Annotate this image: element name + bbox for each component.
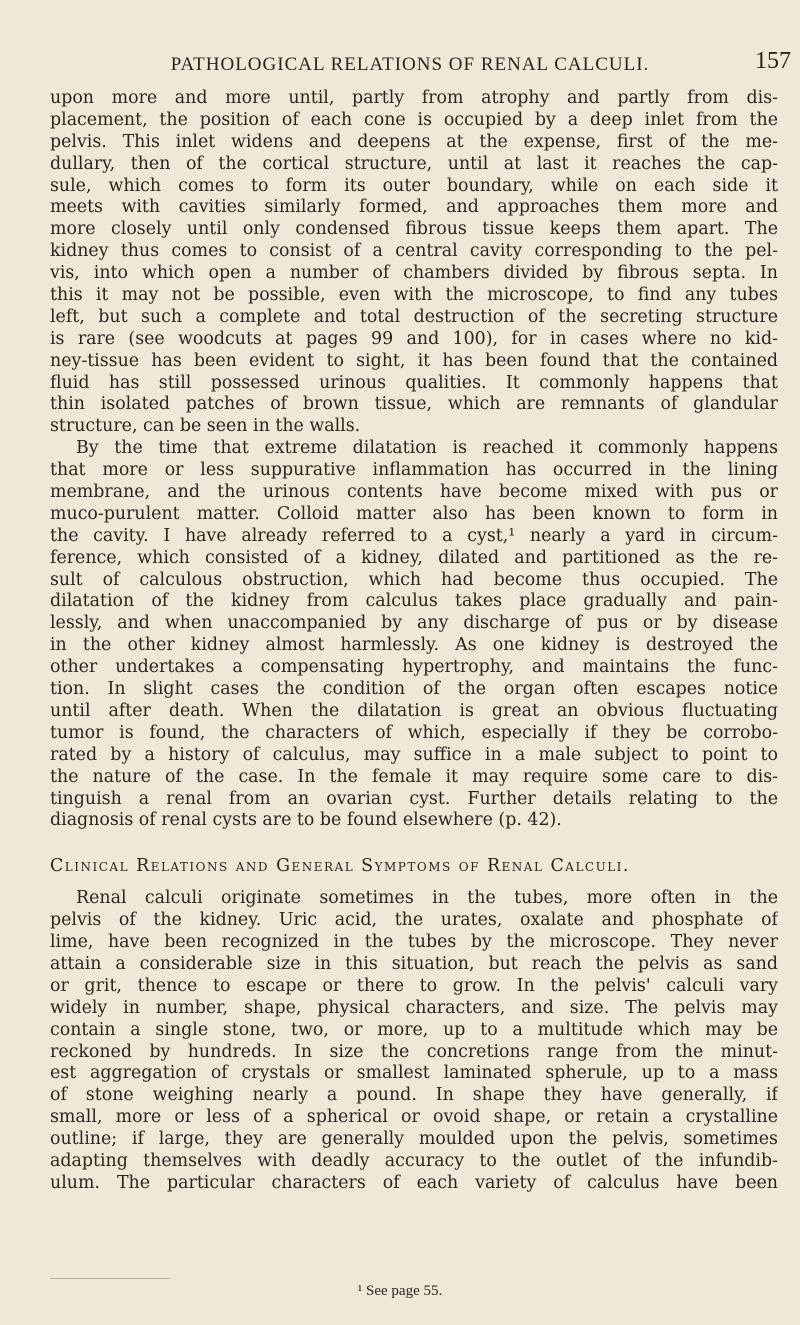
text-line: ference, which consisted of a kidney, dilated and partitioned as the re- <box>50 547 778 568</box>
text-line: the nature of the case. In the female it may require some care to dis- <box>50 766 778 787</box>
text-line: ulum. The particular characters of each variety of calculus have been <box>50 1172 778 1193</box>
text-line: pelvis of the kidney. Uric acid, the urates, oxalate and phosphate of <box>50 910 778 931</box>
text-line: other undertakes a compensating hypertrophy, and maintains the func- <box>50 657 778 678</box>
footnote: ¹ See page 55. <box>357 1283 443 1299</box>
text-line: the cavity. I have already referred to a cyst,¹ nearly a yard in circum- <box>50 525 778 546</box>
text-line: dilatation of the kidney from calculus takes place gradually and pain- <box>50 591 778 612</box>
text-line: or grit, thence to escape or there to grow. In the pelvis' calculi vary <box>50 975 778 996</box>
text-line: fluid has still possessed urinous qualities. It commonly happens that <box>50 372 778 393</box>
text-line: structure, can be seen in the walls. <box>50 416 361 437</box>
section-heading: Clinical Relations and General Symptoms of Renal Calculi. <box>50 856 630 877</box>
text-line: meets with cavities similarly formed, and approaches them more and <box>50 197 778 218</box>
text-line: Renal calculi originate sometimes in the tubes, more often in the <box>76 888 778 909</box>
text-line: rated by a history of calculus, may suffice in a male subject to point to <box>50 744 778 765</box>
text-line: more closely until only condensed fibrous tissue keeps them apart. The <box>50 219 778 240</box>
running-head: PATHOLOGICAL RELATIONS OF RENAL CALCULI. <box>170 54 650 75</box>
text-line: diagnosis of renal cysts are to be found elsewhere (p. 42). <box>50 810 562 831</box>
text-line: thin isolated patches of brown tissue, which are remnants of glandular <box>50 394 778 415</box>
text-line: dullary, then of the cortical structure, until at last it reaches the cap- <box>50 153 778 174</box>
text-line: vis, into which open a number of chambers divided by fibrous septa. In <box>50 263 778 284</box>
paragraph-3 <box>50 888 778 1194</box>
text-line: tion. In slight cases the condition of the organ often escapes notice <box>50 679 778 700</box>
text-line: membrane, and the urinous contents have become mixed with pus or <box>50 482 778 503</box>
paragraph-1 <box>50 88 778 438</box>
text-line: this it may not be possible, even with the microscope, to find any tubes <box>50 285 778 306</box>
text-line: est aggregation of crystals or smallest laminated spherule, up to a mass <box>50 1063 778 1084</box>
page-number: 157 <box>755 48 791 74</box>
text-line: until after death. When the dilatation is great an obvious fluctuating <box>50 700 778 721</box>
body-text <box>50 88 778 1195</box>
text-line: widely in number, shape, physical characters, and size. The pelvis may <box>50 997 778 1018</box>
text-line: that more or less suppurative inflammation has occurred in the lining <box>50 460 778 481</box>
text-line: placement, the position of each cone is occupied by a deep inlet from the <box>50 109 778 130</box>
text-line: adapting themselves with deadly accuracy to the outlet of the infundib- <box>50 1150 778 1171</box>
text-line: left, but such a complete and total destruction of the secreting structure <box>50 306 778 327</box>
text-line: muco-purulent matter. Colloid matter also has been known to form in <box>50 503 778 524</box>
text-line: tinguish a renal from an ovarian cyst. Further details relating to the <box>50 788 778 809</box>
text-line: upon more and more until, partly from atrophy and partly from dis- <box>50 88 778 108</box>
text-line: of stone weighing nearly a pound. In shape they have generally, if <box>50 1085 778 1106</box>
text-line: sult of calculous obstruction, which had become thus occupied. The <box>50 569 778 590</box>
text-line: sule, which comes to form its outer boundary, while on each side it <box>50 175 778 196</box>
paragraph-2 <box>50 438 778 832</box>
text-line: reckoned by hundreds. In size the concretions range from the minut- <box>50 1041 778 1062</box>
footnote-rule <box>50 1278 170 1279</box>
text-line: ney-tissue has been evident to sight, it has been found that the contained <box>50 350 778 371</box>
text-line: By the time that extreme dilatation is reached it commonly happens <box>76 438 778 459</box>
text-line: in the other kidney almost harmlessly. As one kidney is destroyed the <box>50 635 778 656</box>
text-line: contain a single stone, two, or more, up to a multitude which may be <box>50 1019 778 1040</box>
text-line: tumor is found, the characters of which, especially if they be corrobo- <box>50 722 778 743</box>
text-line: small, more or less of a spherical or ovoid shape, or retain a crystalline <box>50 1107 778 1128</box>
text-line: outline; if large, they are generally moulded upon the pelvis, sometimes <box>50 1129 778 1150</box>
text-line: lime, have been recognized in the tubes by the microscope. They never <box>50 932 778 953</box>
text-line: kidney thus comes to consist of a central cavity corresponding to the pel- <box>50 241 778 262</box>
text-line: is rare (see woodcuts at pages 99 and 100), for in cases where no kid- <box>50 328 778 349</box>
text-line: lessly, and when unaccompanied by any discharge of pus or by disease <box>50 613 778 634</box>
text-line: pelvis. This inlet widens and deepens at the expense, first of the me- <box>50 131 778 152</box>
text-line: attain a considerable size in this situation, but reach the pelvis as sand <box>50 953 778 974</box>
